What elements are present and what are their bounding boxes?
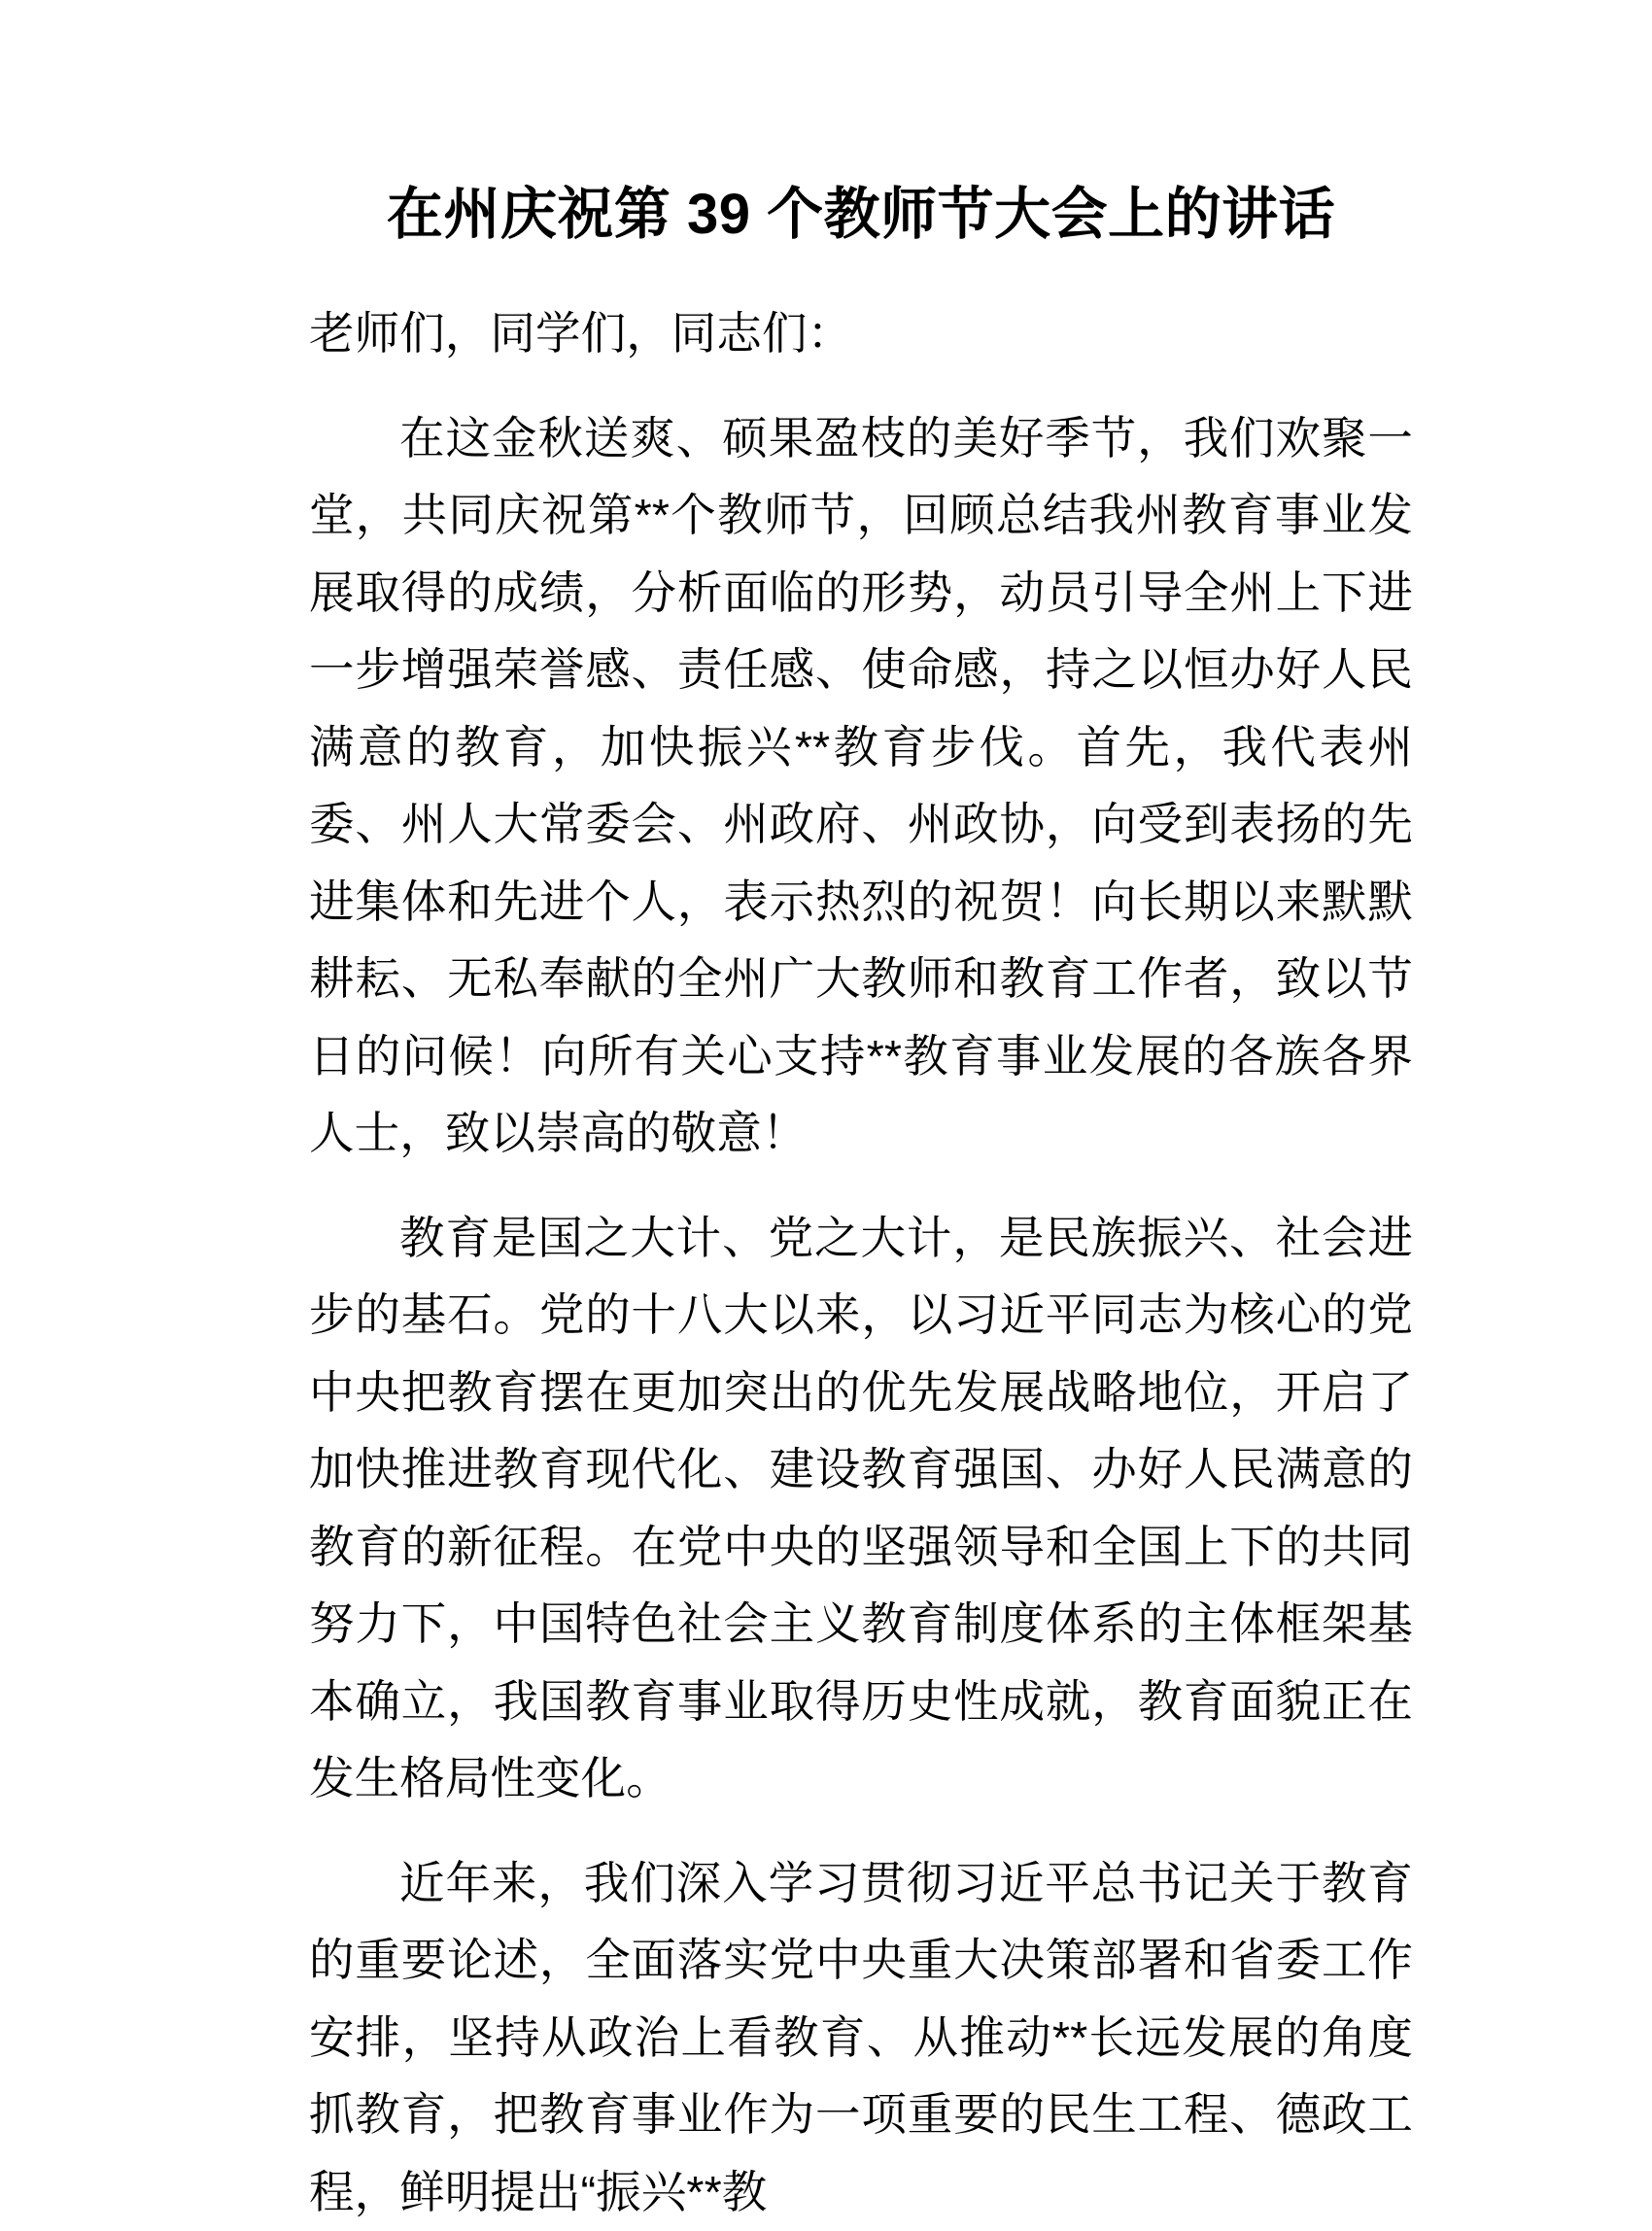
body-paragraph-1: 在这金秋送爽、硕果盈枝的美好季节，我们欢聚一堂，共同庆祝第**个教师节，回顾总结我州教育事业发展取得的成绩，分析面临的形势，动员引导全州上下进一步增强荣誉感、责任感、使命感，持之以恒办好人民满意的教育，加快振兴**教育步伐。首先，我代表州委、州人大常委会、州政府、州政协，向受到表扬的先进集体和先进个人，表示热烈的祝贺！向长期以来默默耕耘、无私奉献的全州广大教师和教育工作者，致以节日的问候！向所有关心支持**教育事业发展的各族各界人士，致以崇高的敬意！ bbox=[309, 412, 1413, 1159]
page-title: 在州庆祝第 39 个教师节大会上的讲话 bbox=[386, 183, 1336, 246]
body-paragraph-2: 教育是国之大计、党之大计，是民族振兴、社会进步的基石。党的十八大以来，以习近平同志为核心的党中央把教育摆在更加突出的优先发展战略地位，开启了加快推进教育现代化、建设教育强国、办好人民满意的教育的新征程。在党中央的坚强领导和全国上下的共同努力下，中国特色社会主义教育制度体系的主体框架基本确立，我国教育事业取得历史性成就，教育面貌正在发生格局性变化。 bbox=[309, 1212, 1413, 1804]
body-paragraph-3: 近年来，我们深入学习贯彻习近平总书记关于教育的重要论述，全面落实党中央重大决策部署和省委工作安排，坚持从政治上看教育、从推动**长远发展的角度抓教育，把教育事业作为一项重要的民生工程、德政工程，鲜明提出“振兴**教 bbox=[309, 1857, 1413, 2217]
salutation-line: 老师们，同学们，同志们： bbox=[309, 308, 853, 360]
document-text-column bbox=[309, 0, 1413, 2231]
